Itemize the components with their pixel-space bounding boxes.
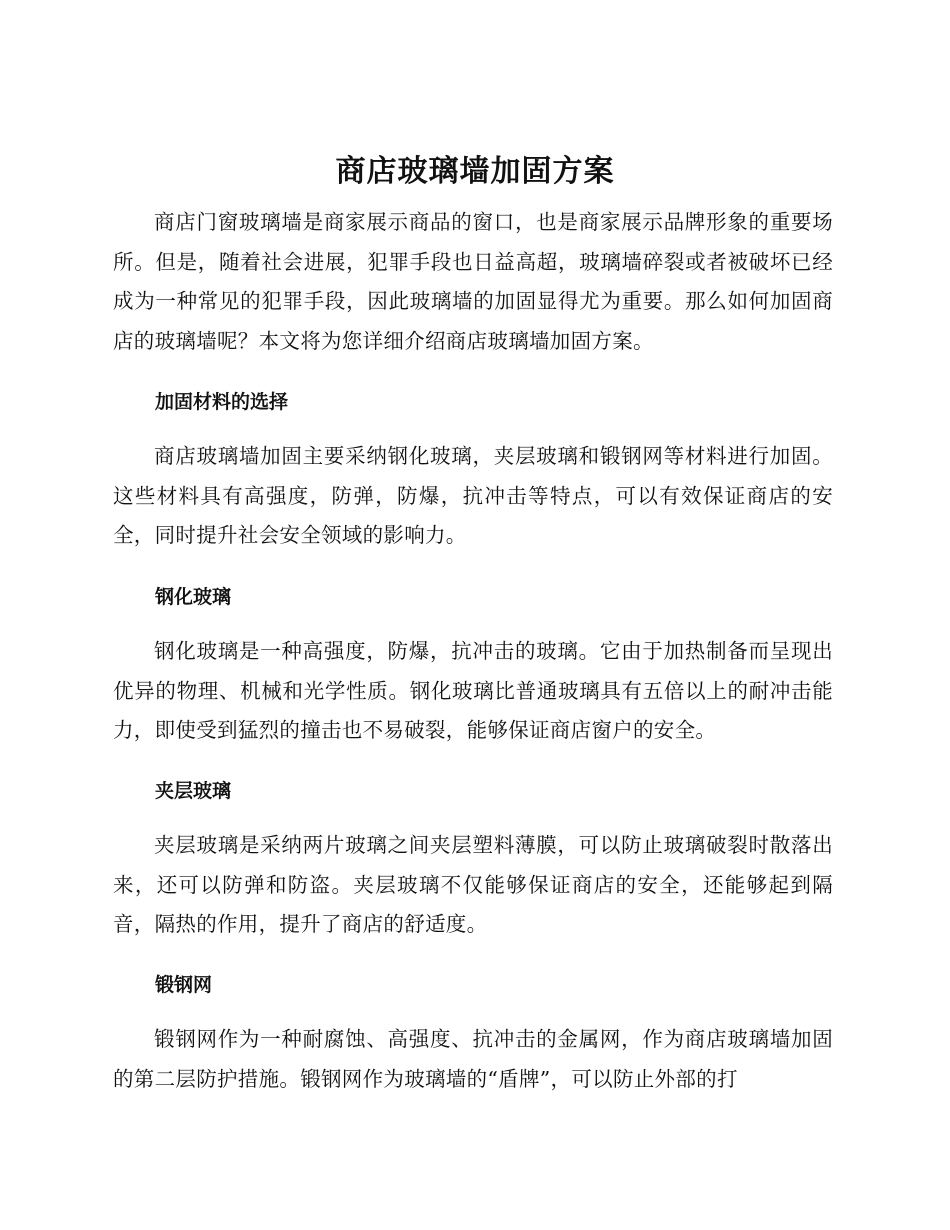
section-body-laminated-glass: 夹层玻璃是采纳两片玻璃之间夹层塑料薄膜，可以防止玻璃破裂时散落出来，还可以防弹和防盗。夹层玻璃不仅能够保证商店的安全，还能够起到隔音，隔热的作用，提升了商店的舒适度。 xyxy=(113,833,833,936)
section-body-tempered-glass: 钢化玻璃是一种高强度，防爆，抗冲击的玻璃。它由于加热制备而呈现出优异的物理、机械和光学性质。钢化玻璃比普通玻璃具有五倍以上的耐冲击能力，即使受到猛烈的撞击也不易破裂，能够保证商店窗户的安全。 xyxy=(113,639,833,742)
section-body-materials: 商店玻璃墙加固主要采纳钢化玻璃，夹层玻璃和锻钢网等材料进行加固。这些材料具有高强度，防弹，防爆，抗冲击等特点，可以有效保证商店的安全，同时提升社会安全领域的影响力。 xyxy=(113,444,833,547)
section-heading-tempered-glass: 钢化玻璃 xyxy=(155,586,232,608)
section-heading-laminated-glass: 夹层玻璃 xyxy=(155,780,232,802)
section-heading-steel-mesh: 锻钢网 xyxy=(155,974,213,996)
section-heading-materials: 加固材料的选择 xyxy=(155,391,289,413)
section-body-steel-mesh: 锻钢网作为一种耐腐蚀、高强度、抗冲击的金属网，作为商店玻璃墙加固的第二层防护措施。锻钢网作为玻璃墙的“盾牌”，可以防止外部的打 xyxy=(113,1027,833,1091)
document-title: 商店玻璃墙加固方案 xyxy=(335,154,615,189)
intro-paragraph: 商店门窗玻璃墙是商家展示商品的窗口，也是商家展示品牌形象的重要场所。但是，随着社会进展，犯罪手段也日益高超，玻璃墙碎裂或者被破坏已经成为一种常见的犯罪手段，因此玻璃墙的加固显得尤为重要。那么如何加固商店的玻璃墙呢？本文将为您详细介绍商店玻璃墙加固方案。 xyxy=(113,210,833,353)
